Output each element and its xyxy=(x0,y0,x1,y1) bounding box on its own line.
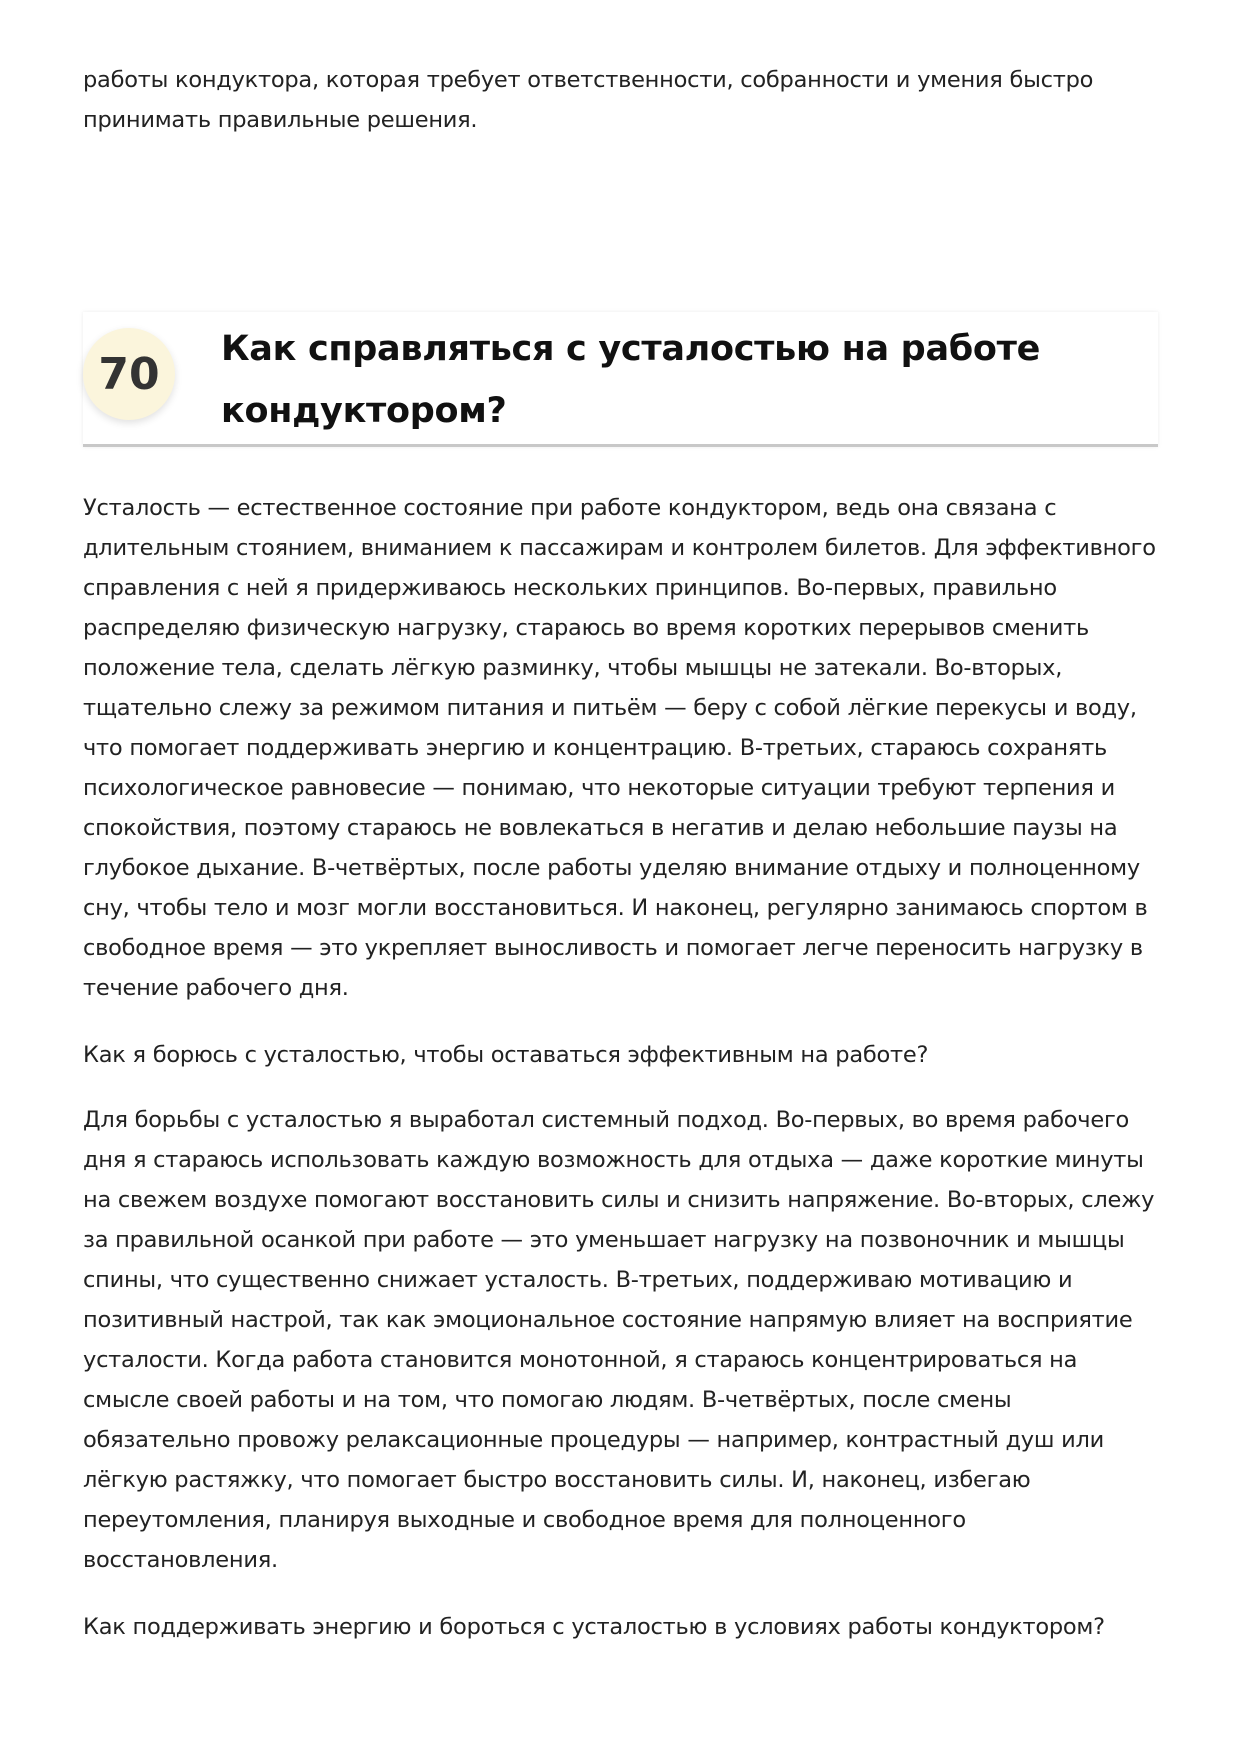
intro-paragraph: работы кондуктора, которая требует ответственности, собранности и умения быстро принимать правильные решения. xyxy=(83,67,1094,133)
question-number-badge: 70 xyxy=(83,328,175,420)
question-header xyxy=(83,312,1158,447)
sub-question-2: Как поддерживать энергию и бороться с усталостью в условиях работы кондуктором? xyxy=(83,1614,1105,1640)
question-title: Как справляться с усталостью на работе кондуктором? xyxy=(221,329,1041,431)
sub-question-1: Как я борюсь с усталостью, чтобы оставаться эффективным на работе? xyxy=(83,1042,929,1068)
answer-paragraph-1: Усталость — естественное состояние при работе кондуктором, ведь она связана с длительным стоянием, вниманием к пассажирам и контролем билетов. Для эффективного справления с ней я придерживаюсь нескольких принципов. Во-первых, правильно распределяю физическую нагрузку, стараюсь во время коротких перерывов сменить положение тела, сделать лёгкую разминку, чтобы мышцы не затекали. Во-вторых, тщательно слежу за режимом питания и питьём — беру с собой лёгкие перекусы и воду, что помогает поддерживать энергию и концентрацию. В-третьих, стараюсь сохранять психологическое равновесие — понимаю, что некоторые ситуации требуют терпения и спокойствия, поэтому стараюсь не вовлекаться в негатив и делаю небольшие паузы на глубокое дыхание. В-четвёртых, после работы уделяю внимание отдыху и полноценному сну, чтобы тело и мозг могли восстановиться. И наконец, регулярно занимаюсь спортом в свободное время — это укрепляет выносливость и помогает легче переносить нагрузку в течение рабочего дня. xyxy=(83,495,1156,1001)
answer-paragraph-2: Для борьбы с усталостью я выработал системный подход. Во-первых, во время рабочего дня я стараюсь использовать каждую возможность для отдыха — даже короткие минуты на свежем воздухе помогают восстановить силы и снизить напряжение. Во-вторых, слежу за правильной осанкой при работе — это уменьшает нагрузку на позвоночник и мышцы спины, что существенно снижает усталость. В-третьих, поддерживаю мотивацию и позитивный настрой, так как эмоциональное состояние напрямую влияет на восприятие усталости. Когда работа становится монотонной, я стараюсь концентрироваться на смысле своей работы и на том, что помогаю людям. В-четвёртых, после смены обязательно провожу релаксационные процедуры — например, контрастный душ или лёгкую растяжку, что помогает быстро восстановить силы. И, наконец, избегаю переутомления, планируя выходные и свободное время для полноценного восстановления. xyxy=(83,1107,1155,1573)
